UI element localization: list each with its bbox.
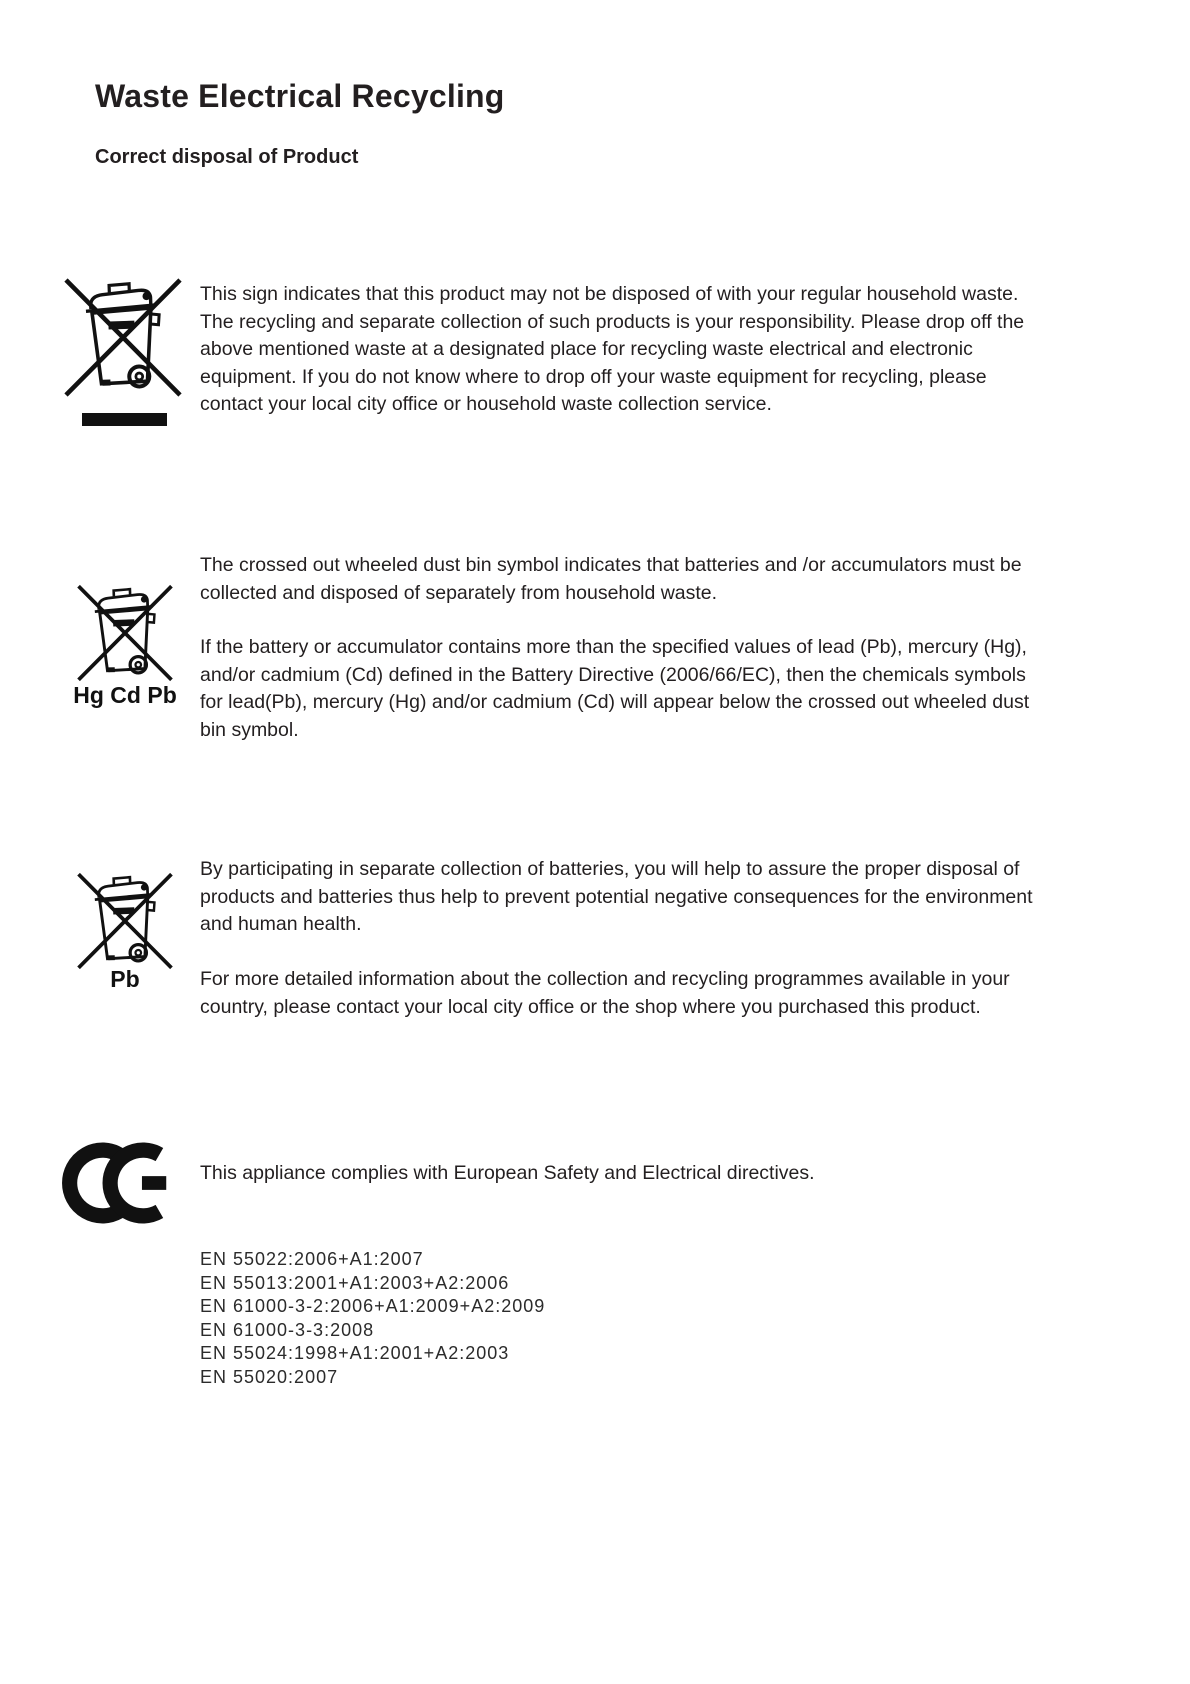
weee-bin-bar-icon <box>58 270 188 428</box>
chemical-label-hg-cd-pb: Hg Cd Pb <box>73 682 177 708</box>
battery-bin-icon <box>72 866 178 976</box>
page-subtitle: Correct disposal of Product <box>95 146 359 168</box>
section-paragraph: This sign indicates that this product may not be disposed of with your regular household waste. The recycling and separate collection of such products is your responsibility. Please drop off the above mentioned waste at a designated place for recycling waste electrical and electronic equipment. If you do not know where to drop off your waste equipment for recycling, please contact your local city office or household waste collection service. <box>200 283 1025 415</box>
standard-line: EN 61000-3-2:2006+A1:2009+A2:2009 <box>200 1296 546 1316</box>
standard-line: EN 55024:1998+A1:2001+A2:2003 <box>200 1343 510 1363</box>
standard-line: EN 55020:2007 <box>200 1366 339 1387</box>
chemical-label-pb: Pb <box>110 966 140 992</box>
section-paragraph: This appliance complies with European Safety and Electrical directives. <box>200 1162 815 1184</box>
standard-line: EN 61000-3-3:2008 <box>200 1319 375 1340</box>
page-title: Waste Electrical Recycling <box>95 78 505 114</box>
section-paragraph: By participating in separate collection of batteries, you will help to assure the proper disposal of products and batteries thus help to prevent potential negative consequences for the environment and human health. <box>200 858 1033 935</box>
ce-mark-icon <box>62 1140 186 1226</box>
standard-line: EN 55022:2006+A1:2007 <box>200 1249 424 1269</box>
section-paragraph: For more detailed information about the collection and recycling programmes available in your country, please contact your local city office or the shop where you purchased this product. <box>200 968 1010 1018</box>
battery-bin-icon <box>72 578 178 688</box>
section-paragraph: If the battery or accumulator contains more than the specified values of lead (Pb), mercury (Hg), and/or cadmium (Cd) defined in the Battery Directive (2006/66/EC), then the chemicals symbols for lead(Pb), mercury (Hg) and/or cadmium (Cd) will appear below the crossed out wheeled dust bin symbol. <box>200 636 1030 741</box>
section-paragraph: The crossed out wheeled dust bin symbol indicates that batteries and /or accumulators must be collected and disposed of separately from household waste. <box>200 554 1022 604</box>
standard-line: EN 55013:2001+A1:2003+A2:2006 <box>200 1272 510 1293</box>
standards-list <box>200 1248 545 1389</box>
